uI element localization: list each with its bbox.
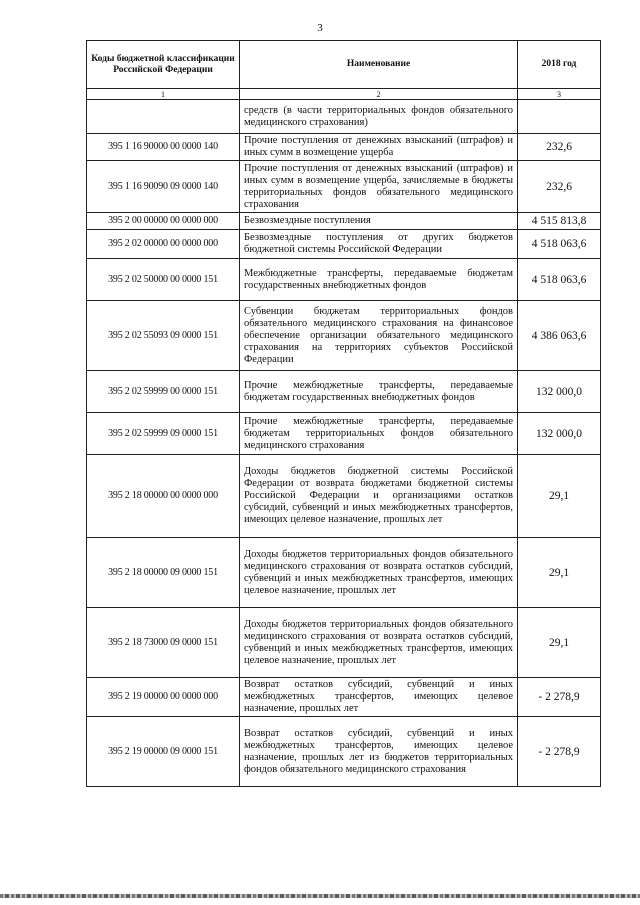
- table-body: [87, 100, 601, 787]
- table-row: [87, 538, 601, 608]
- budget-code-cell: 395 2 19 00000 09 0000 151: [87, 717, 240, 787]
- item-name-cell: Прочие поступления от денежных взысканий (штрафов) и иных сумм в возмещение ущерба: [240, 134, 518, 161]
- budget-code-cell: 395 1 16 90090 09 0000 140: [87, 161, 240, 213]
- budget-revenue-table: [86, 40, 601, 787]
- budget-code-cell: 395 2 02 00000 00 0000 000: [87, 230, 240, 259]
- column-number: 2: [240, 89, 518, 100]
- item-name-cell: Безвозмездные поступления от других бюджетов бюджетной системы Российской Федерации: [240, 230, 518, 259]
- budget-code-cell: 395 2 18 73000 09 0000 151: [87, 608, 240, 678]
- table-row: [87, 259, 601, 301]
- budget-code-cell: 395 2 18 00000 09 0000 151: [87, 538, 240, 608]
- amount-cell: - 2 278,9: [518, 678, 601, 717]
- table-row: [87, 717, 601, 787]
- table-row: [87, 230, 601, 259]
- item-name-cell: Прочие поступления от денежных взысканий (штрафов) и иных сумм в возмещение ущерба, зачисляемые в бюджеты территориальных фондов обязательного медицинского страхования: [240, 161, 518, 213]
- amount-cell: 132 000,0: [518, 371, 601, 413]
- table-header-row: [87, 41, 601, 89]
- amount-cell: [518, 100, 601, 134]
- budget-code-cell: 395 2 18 00000 00 0000 000: [87, 455, 240, 538]
- item-name-cell: Прочие межбюджетные трансферты, передаваемые бюджетам государственных внебюджетных фондов: [240, 371, 518, 413]
- amount-cell: 29,1: [518, 455, 601, 538]
- amount-cell: 132 000,0: [518, 413, 601, 455]
- table-row: [87, 455, 601, 538]
- header-name: Наименование: [240, 41, 518, 89]
- scan-edge-artifact: [0, 894, 640, 898]
- amount-cell: 29,1: [518, 608, 601, 678]
- amount-cell: 4 386 063,6: [518, 301, 601, 371]
- table-row: [87, 301, 601, 371]
- amount-cell: 232,6: [518, 161, 601, 213]
- page-number: 3: [317, 22, 323, 34]
- item-name-cell: Прочие межбюджетные трансферты, передаваемые бюджетам территориальных фондов обязательного медицинского страхования: [240, 413, 518, 455]
- table-row: [87, 678, 601, 717]
- item-name-cell: Возврат остатков субсидий, субвенций и иных межбюджетных трансфертов, имеющих целевое назначение, прошлых лет из бюджетов территориальных фондов обязательного медицинского страхования: [240, 717, 518, 787]
- amount-cell: 4 518 063,6: [518, 230, 601, 259]
- budget-code-cell: [87, 100, 240, 134]
- table-row: [87, 413, 601, 455]
- table-row: [87, 134, 601, 161]
- table-row: [87, 608, 601, 678]
- item-name-cell: средств (в части территориальных фондов обязательного медицинского страхования): [240, 100, 518, 134]
- amount-cell: - 2 278,9: [518, 717, 601, 787]
- budget-code-cell: 395 1 16 90000 00 0000 140: [87, 134, 240, 161]
- budget-code-cell: 395 2 19 00000 00 0000 000: [87, 678, 240, 717]
- amount-cell: 29,1: [518, 538, 601, 608]
- column-number: 1: [87, 89, 240, 100]
- table-row: [87, 100, 601, 134]
- budget-code-cell: 395 2 02 59999 00 0000 151: [87, 371, 240, 413]
- item-name-cell: Субвенции бюджетам территориальных фондов обязательного медицинского страхования на финансовое обеспечение организации обязательного медицинского страхования на территориях субъектов Российской Федерации: [240, 301, 518, 371]
- budget-code-cell: 395 2 02 55093 09 0000 151: [87, 301, 240, 371]
- item-name-cell: Межбюджетные трансферты, передаваемые бюджетам государственных внебюджетных фондов: [240, 259, 518, 301]
- table-row: [87, 161, 601, 213]
- item-name-cell: Доходы бюджетов территориальных фондов обязательного медицинского страхования от возврата остатков субсидий, субвенций и иных межбюджетных трансфертов, имеющих целевое назначение, прошлых лет: [240, 538, 518, 608]
- table-row: [87, 213, 601, 230]
- item-name-cell: Возврат остатков субсидий, субвенций и иных межбюджетных трансфертов, имеющих целевое назначение, прошлых лет: [240, 678, 518, 717]
- budget-code-cell: 395 2 00 00000 00 0000 000: [87, 213, 240, 230]
- item-name-cell: Доходы бюджетов бюджетной системы Российской Федерации от возврата бюджетами бюджетной системы Российской Федерации и организациями остатков субсидий, субвенций и иных межбюджетных трансфертов, имеющих целевое назначение, прошлых лет: [240, 455, 518, 538]
- amount-cell: 4 518 063,6: [518, 259, 601, 301]
- amount-cell: 4 515 813,8: [518, 213, 601, 230]
- column-number: 3: [518, 89, 601, 100]
- amount-cell: 232,6: [518, 134, 601, 161]
- table-row: [87, 371, 601, 413]
- budget-code-cell: 395 2 02 59999 09 0000 151: [87, 413, 240, 455]
- header-year: 2018 год: [518, 41, 601, 89]
- budget-code-cell: 395 2 02 50000 00 0000 151: [87, 259, 240, 301]
- item-name-cell: Безвозмездные поступления: [240, 213, 518, 230]
- column-number-row: [87, 89, 601, 100]
- item-name-cell: Доходы бюджетов территориальных фондов обязательного медицинского страхования от возврата остатков субсидий, субвенций и иных межбюджетных трансфертов, имеющих целевое назначение, прошлых лет: [240, 608, 518, 678]
- header-budget-codes: Коды бюджетной классификации Российской Федерации: [87, 41, 240, 89]
